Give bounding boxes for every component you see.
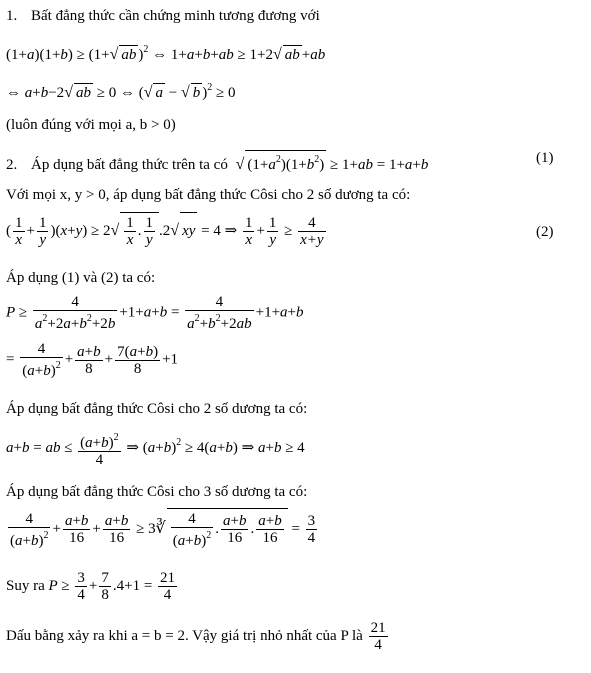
section2-line1: 2. Áp dụng bất đẳng thức trên ta có √ $(1+a^2)(1+b^2) \ge 1+ab = 1+a+b$: [6, 150, 428, 174]
ineq2: ( $\frac{1}{x}$ + $\frac{1}{y}$ )(x+y) ≥ 2√ $\frac{1}{x}$ . $\frac{1}{y}$ .2√ xy = 4 ⇒ $\frac{1}{x}$ + $\frac{1}{y}$ ≥ $\frac{4}{x+y}$: [6, 212, 328, 249]
label-2: (2): [536, 224, 554, 240]
conclusion-line: [6, 618, 390, 654]
section1-eq2: ⇔ a+b−2√ ab ≥ 0 ⇔ (√ a − √ b )$^2$ ≥ 0: [6, 82, 236, 101]
cauchy2b-text: Áp dụng bất đẳng thức Côsi cho 2 số dương ta có:: [6, 401, 308, 417]
suyra-line: Suy ra P ≥ $\frac{3}{4}$ + $\frac{7}{8}$ .4+1 = $\frac{21}{4}$: [6, 570, 176, 604]
section2-intro: Áp dụng bất đẳng thức trên ta có: [31, 157, 228, 173]
p-line2: = $\frac{4}{(a+b)^2}$ + $\frac{a+b}{8}$ + $\frac{7(a+b)}{8}$ +1: [6, 341, 179, 379]
answer-denominator: 4: [374, 637, 382, 654]
conclusion-text: Dấu bằng xảy ra khi a = b = 2. Vậy giá trị nhỏ nhất của P là: [6, 628, 363, 644]
label-1: (1): [536, 150, 554, 166]
ab-line: a+b = ab ≤ $\frac{(a+b)^2}{4}$ ⇒ $(a+b)^2 \ge 4(a+b)$ ⇒ a+b ≥ 4: [6, 431, 305, 468]
answer-numerator: 21: [370, 620, 386, 637]
section1-number: 1.: [6, 8, 18, 24]
section1-note: (luôn đúng với mọi a, b > 0): [6, 117, 176, 133]
suyra-label: Suy ra: [6, 578, 45, 594]
section1-heading: [6, 7, 320, 25]
answer-fraction: [369, 620, 388, 653]
cauchy2-text: Với mọi x, y > 0, áp dụng bất đẳng thức Côsi cho 2 số dương ta có:: [6, 187, 411, 203]
section2-number: 2.: [6, 157, 18, 173]
three-line: $\frac{4}{(a+b)^2}$ + $\frac{a+b}{16}$ + $\frac{a+b}{16}$ ≥ 3∛ $\frac{4}{(a+b)^2}$ . $\frac{a+b}{16}$ . $\frac{a+b}{16}$ = $\frac{3}{4}$: [6, 508, 319, 549]
section1-eq1: (1+a)(1+b) ≥ (1+√ ab )$^2$ ⇔ 1+a+b+ab ≥ 1+2√ ab +ab: [6, 44, 326, 63]
cauchy3-text: Áp dụng bất đẳng thức Côsi cho 3 số dương ta có:: [6, 484, 308, 500]
section1-heading-text: Bất đẳng thức cần chứng minh tương đương với: [31, 8, 320, 24]
apply-1-2: Áp dụng (1) và (2) ta có:: [6, 270, 156, 286]
p-line1: P ≥ $\frac{4}{a^2+2a+b^2+2b}$ +1+a+b = $\frac{4}{a^2+b^2+2ab}$ +1+a+b: [6, 294, 304, 332]
